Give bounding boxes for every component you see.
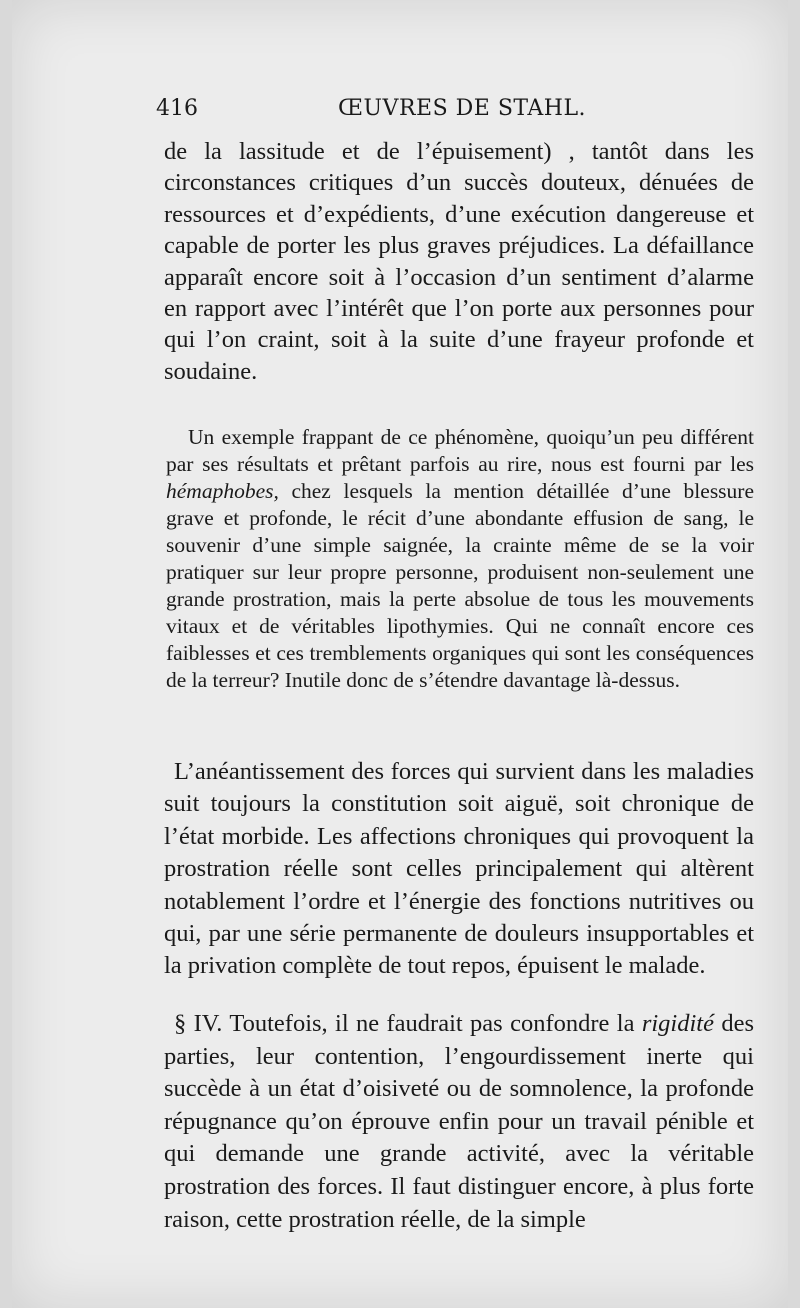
paragraph-4-italic-term: rigidité xyxy=(641,1010,714,1037)
paragraph-1: de la lassitude et de l’épuisement) , tantôt dans les circonstances critiques d’un succès douteux, dénuées de ressources et d’expédients, d’une exécution dangereuse et capable de porter les plus graves préjudices. La défaillance apparaît encore soit à l’occasion d’un sentiment d’alarme en rapport avec l’intérêt que l’on porte aux personnes pour qui l’on craint, soit à la suite d’une frayeur profonde et soudaine. xyxy=(164,138,754,385)
paragraph-2-italic-term: hémaphobes, xyxy=(166,479,279,503)
paragraph-2-text-b: chez lesquels la mention détaillée d’une blessure grave et profonde, le récit d’une abondante effusion de sang, le souvenir d’une simple saignée, la crainte même de se la voir pratiquer sur leur propre personne, produisent non-seulement une grande prostration, mais la perte absolue de tous les mouvements vitaux et de véritables lipothymies. Qui ne connaît encore ces faiblesses et ces tremblements organiques qui sont les conséquences de la terreur? Inutile donc de s’étendre davantage là-dessus. xyxy=(166,479,754,692)
paragraph-3: L’anéantissement des forces qui survient dans les maladies suit toujours la constitution soit aiguë, soit chronique de l’état morbide. Les affections chroniques qui provoquent la prostration réelle sont celles principalement qui altèrent notablement l’ordre et l’énergie des fonctions nutritives ou qui, par une série permanente de douleurs insupportables et la privation complète de tout repos, épuisent le malade. xyxy=(164,758,754,980)
page-number: 416 xyxy=(156,96,198,121)
section-marker: § IV. xyxy=(174,1010,223,1037)
paragraph-2-text-a: Un exemple frappant de ce phénomène, quoiqu’un peu différent par ses résultats et prêtant parfois au rire, nous est fourni par les xyxy=(166,425,754,476)
running-title: ŒUVRES DE STAHL. xyxy=(338,96,587,121)
paragraph-2-small-print xyxy=(166,424,754,694)
paragraph-4-text-b: des parties, leur contention, l’engourdissement inerte qui succède à un état d’oisiveté ou de somnolence, la profonde répugnance qu’on éprouve enfin pour un travail pénible et qui demande une grande activité, avec la véritable prostration des forces. Il faut distinguer encore, à plus forte raison, cette prostration réelle, de la simple xyxy=(164,1010,754,1233)
paragraph-4 xyxy=(164,1008,754,1236)
running-header xyxy=(152,96,752,130)
paragraph-4-text-a: Toutefois, il ne faudrait pas confondre la xyxy=(222,1010,642,1037)
